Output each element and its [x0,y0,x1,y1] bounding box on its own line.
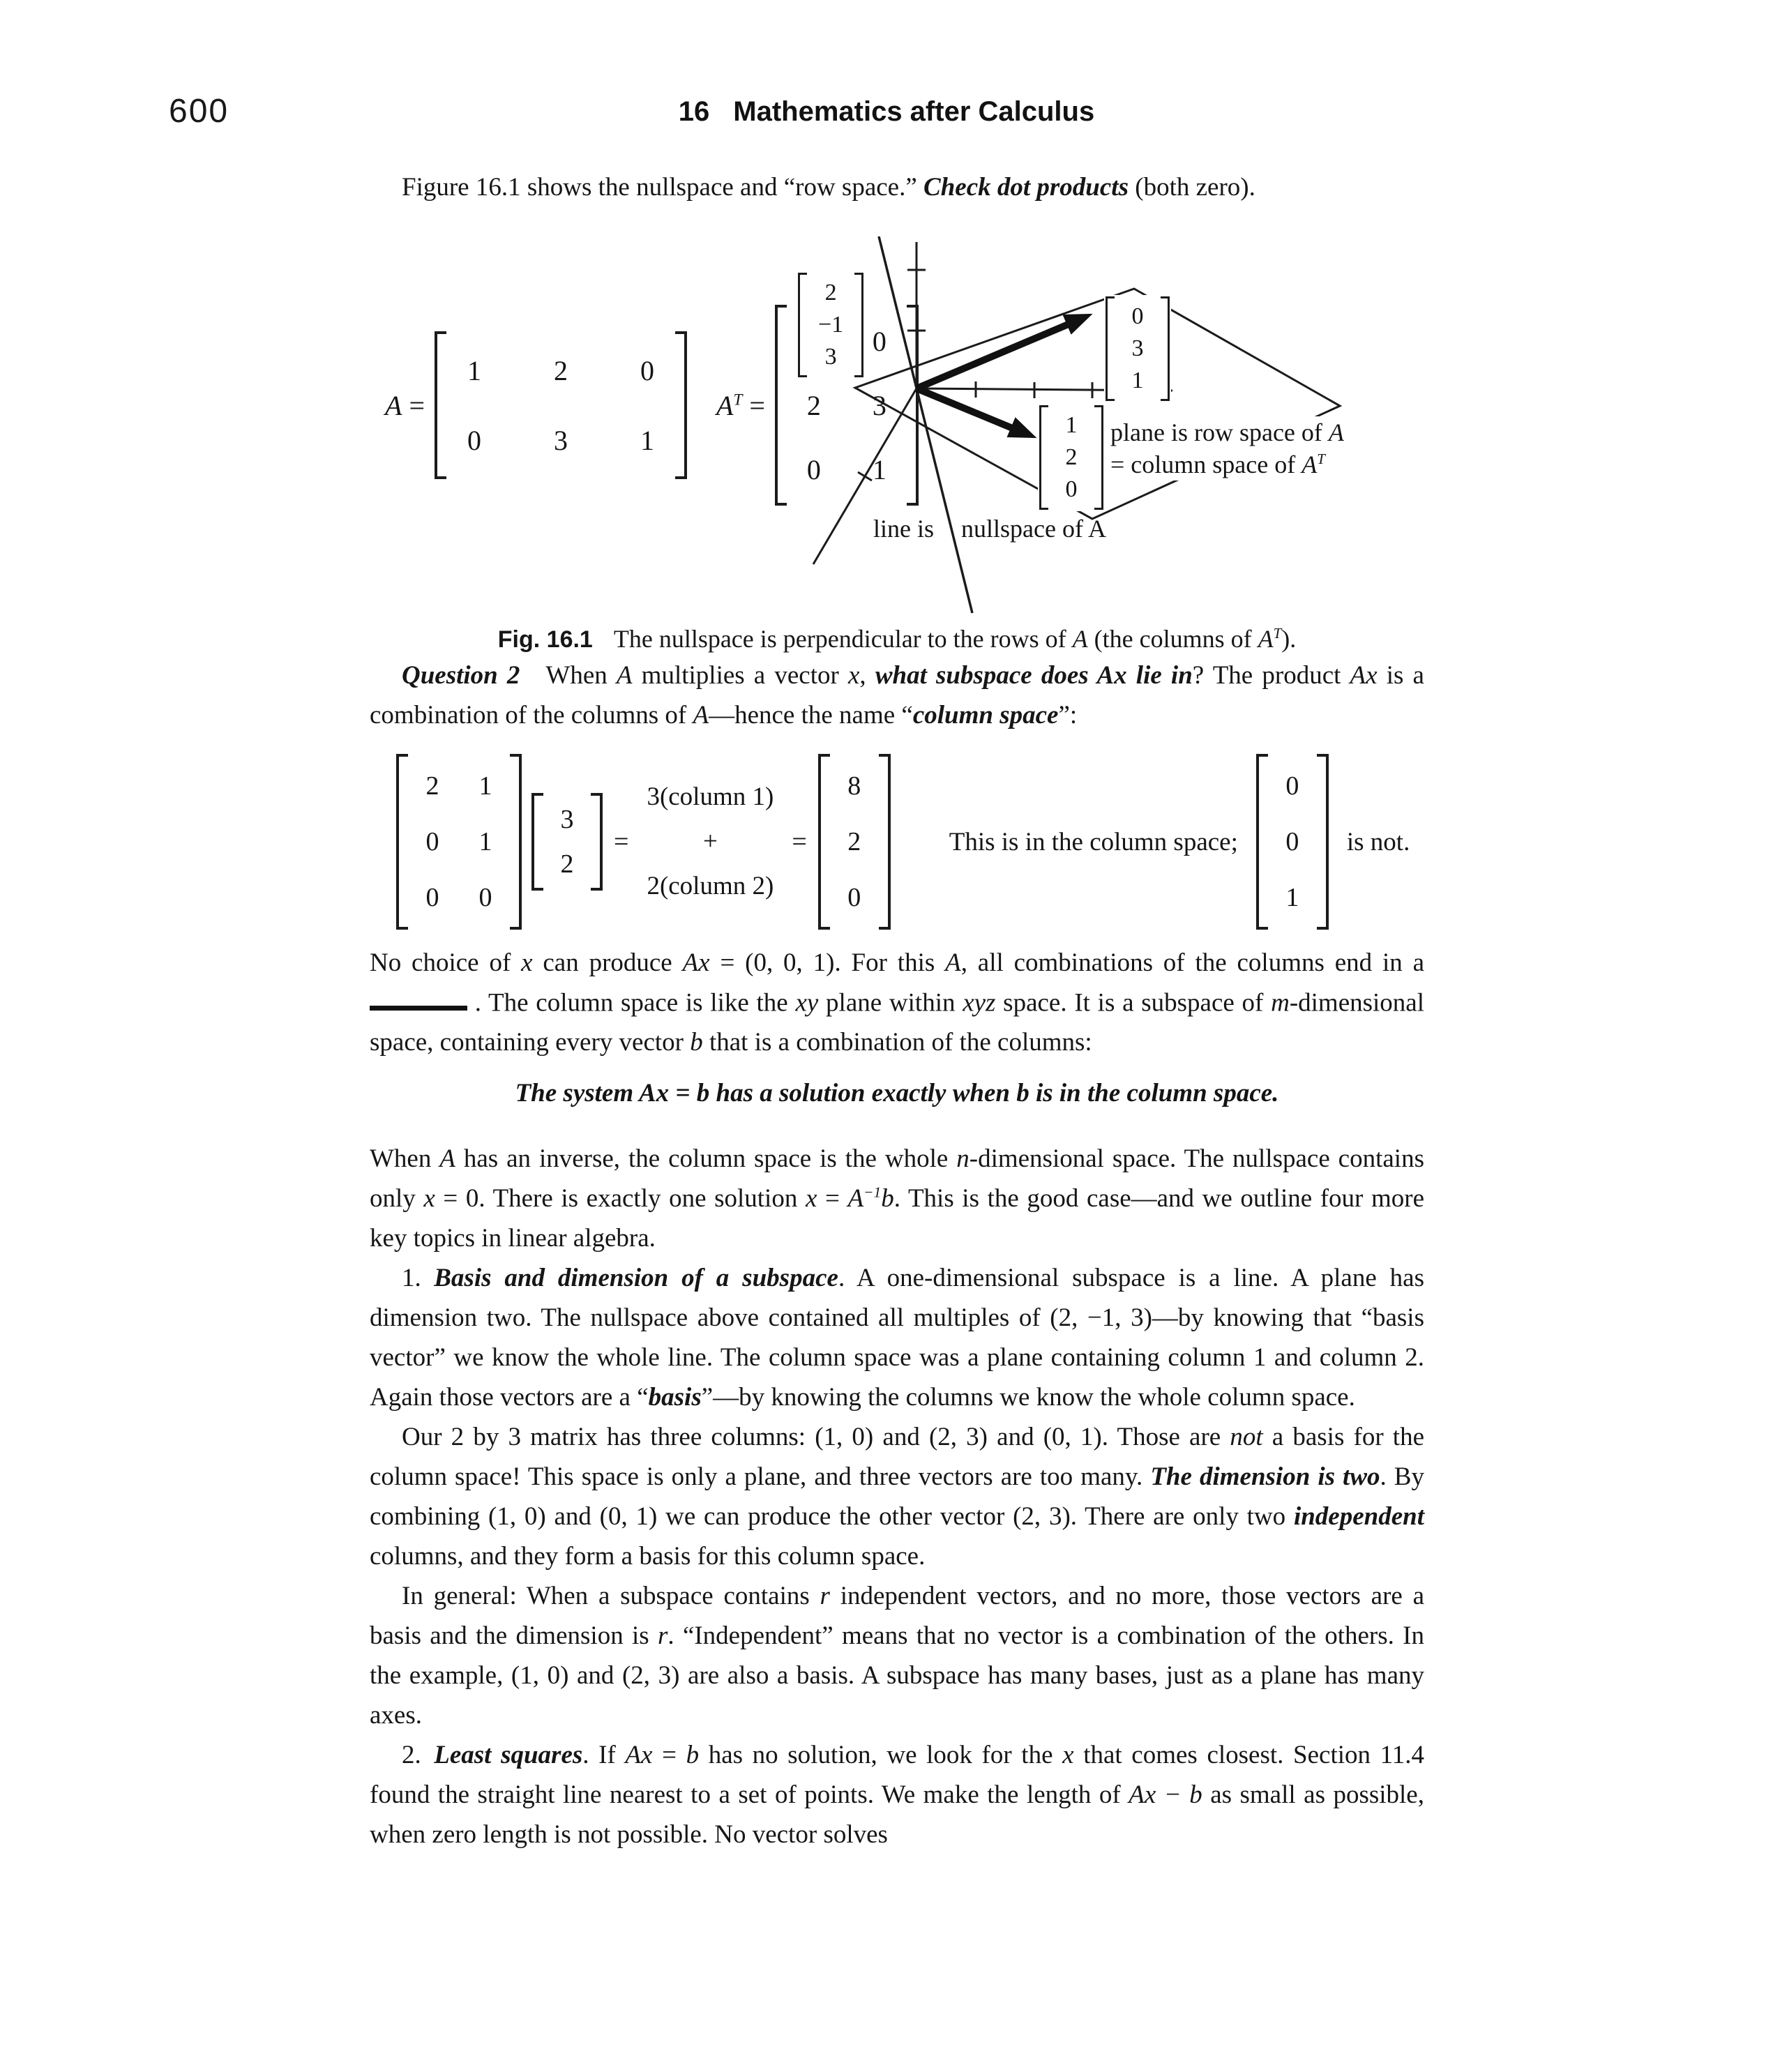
columns-paragraph: Our 2 by 3 matrix has three columns: (1, 0) and (2, 3) and (0, 1). Those are not a basis for the column space! This space is only a plane, and three vectors are too many. The dimension is two. By combining (1, 0) and (0, 1) we can produce the other vector (2, 3). There are only two independent columns, and they form a basis for this column space. [370,1423,1424,1571]
matrix-row [1126,333,1149,365]
bracket-right [675,331,687,479]
plane-label [1108,416,1347,481]
matrix-row [841,758,868,814]
column-space-rule: The system Ax = b has a solution exactly when b is in the column space. [515,1079,1279,1108]
body-column [370,0,1424,1854]
nullspace-line-label-part2: nullspace of A [961,515,1106,543]
no-choice-paragraph: No choice of x can produce Ax = (0, 0, 1). For this A, all combinations of the columns end in a . The column space is like the xy plane within xyz space. It is a subspace of m-dimensional space, containing every vector b that is a combination of the columns: [370,948,1425,1057]
equals-sign: = [614,827,629,856]
matrix-row [1279,758,1306,814]
nullspace-line-label-part1: line is [873,515,934,543]
bracket-left [1256,754,1268,930]
nullspace-line [879,236,972,613]
matrix-cell: 8 [847,771,861,801]
question2-paragraph: Question 2 When A multiplies a vector x, what subspace does Ax lie in? The product Ax is a combination of the columns of A—hence the name “column space”: [370,661,1424,729]
item1-basis-paragraph: 1. Basis and dimension of a subspace. A one-dimensional subspace is a line. A plane has dimension two. The nullspace above contained all multiples of (2, −1, 3)—by knowing that “basis vector” we know the whole line. The column space was a plane containing column 1 and column 2. Again those vectors are a “basis”—by knowing the columns we know the whole column space. [370,1264,1424,1412]
bracket-right [1317,754,1329,930]
figure-16-1 [370,236,1424,619]
item2-least-squares-paragraph: 2. Least squares. If Ax = b has no solution, we look for the x that comes closest. Section 11.4 found the straight line nearest to a set of points. We make the length of Ax − b as small as possible, when zero length is not possible. No vector solves [370,1741,1425,1850]
matrix-cell: 0 [1131,303,1144,329]
bracket-right [591,793,603,891]
bracket-right [1094,405,1103,510]
matrix-cell: 0 [872,325,886,357]
bracket-left [1039,405,1048,510]
matrix-cell: 0 [425,883,439,912]
combination-line2: 2(column 2) [647,872,774,900]
matrix-cell: 0 [425,827,439,856]
matrix-cell: 3 [872,389,886,421]
bracket-right [1161,296,1170,401]
matrix-cell: 2 [560,849,574,879]
equals-sign: = [792,827,807,856]
matrix-row [1126,301,1149,333]
plus-sign: + [702,827,718,856]
row-vector-arrow-upper [916,324,1070,388]
plane-label-line2: = column space of $A^T$ [1108,448,1347,481]
matrix-cell: 0 [640,354,654,386]
matrix-row [1279,814,1306,870]
matrix-cell: 1 [1285,883,1299,912]
matrix-cell: 2 [824,280,837,305]
matrix-cell: 3 [824,344,837,370]
row-vector-upper-label [1104,295,1171,402]
column-space-equation [396,741,1424,943]
figure-diagram [792,236,1462,619]
in-column-space-note: This is in the column space; [949,827,1238,856]
bracket-left [531,793,543,891]
matrix-cell: 2 [847,827,861,856]
inverse-paragraph: When A has an inverse, the column space is the whole n-dimensional space. The nullspace contains only x = 0. There is exactly one solution $x = A^{-1}b$. This is the good case—and we outline four more key topics in linear algebra. [370,1144,1424,1253]
matrix-cell: 1 [1065,412,1078,438]
matrix-cell: 1 [478,827,492,856]
equation-x-vector [531,793,603,891]
matrix-cell: 1 [478,771,492,801]
matrix-cell: 0 [806,453,821,485]
nullspace-vector-label [797,271,865,379]
page-number: 600 [169,93,229,130]
row-vector-arrowhead-upper [1064,315,1091,333]
matrix-row [841,870,868,925]
matrix-cell: −1 [818,312,844,338]
chapter-title: Mathematics after Calculus [733,96,1095,127]
matrix-cell: 3 [554,424,568,456]
equation-matrix [396,754,522,930]
bracket-left [798,273,807,377]
matrix-cell: 0 [478,883,492,912]
matrix-row [818,341,843,373]
matrix-cell: 3 [1131,335,1144,361]
third-axis-tick [858,472,872,481]
matrix-AT-label: $A^T$ = [716,389,765,421]
general-paragraph: In general: When a subspace contains r independent vectors, and no more, those vectors are a basis and the dimension is r. “Independent” means that no vector is a combination of the others. In the example, (1, 0) and (2, 3) are also a basis. A subspace has many bases, just as a plane has many axes. [370,1582,1425,1730]
bracket-right [879,754,891,930]
matrix-row [419,870,499,925]
bracket-left [435,331,446,479]
matrix-cell: 0 [1285,771,1299,801]
matrix-cell: 2 [425,771,439,801]
bracket-left [818,754,830,930]
row-vector-arrowhead-lower [1008,418,1035,437]
plane-label-line1: plane is row space of A [1108,416,1347,448]
matrix-cell: 1 [640,424,654,456]
matrix-A-label: A = [385,389,425,421]
figure-caption-tag: Fig. 16.1 [497,626,593,653]
matrix-row [419,814,499,870]
chapter-number: 16 [678,96,710,127]
matrix-A-group [385,331,687,479]
matrix-A [435,331,687,479]
matrix-row [818,277,843,309]
matrix-cell: 0 [847,883,861,912]
is-not-note: is not. [1346,827,1410,856]
matrix-row [1059,474,1083,506]
matrix-row [419,758,499,814]
intro-paragraph: Figure 16.1 shows the nullspace and “row space.” Check dot products (both zero). [402,173,1255,202]
combination-line1: 3(column 1) [647,782,774,811]
bracket-left [1106,296,1115,401]
matrix-row [841,814,868,870]
bracket-left [775,305,787,506]
matrix-row [554,842,580,886]
matrix-cell: 1 [467,354,481,386]
matrix-row [1059,409,1083,441]
matrix-cell: 2 [806,389,821,421]
figure-caption-text: The nullspace is perpendicular to the rows of A (the columns of $A^T$). [613,625,1297,653]
combination-stack [647,780,774,904]
matrix-cell: 1 [872,453,886,485]
matrix-row [458,335,664,405]
matrix-row [1279,870,1306,925]
matrix-row [818,309,843,341]
matrix-cell: 2 [554,354,568,386]
matrix-row [554,797,580,842]
matrix-row [458,405,664,475]
matrix-cell: 1 [1131,368,1144,393]
matrix-cell: 0 [1065,476,1078,502]
bracket-left [396,754,408,930]
matrix-row [1059,441,1083,474]
figure-caption [370,623,1424,656]
equation-b-vector [1256,754,1329,930]
row-vector-lower-label [1038,404,1105,511]
bracket-right [510,754,522,930]
matrix-cell: 3 [560,805,574,834]
matrix-cell: 0 [467,424,481,456]
equation-result-vector [818,754,891,930]
row-vector-arrow-lower [916,388,1014,429]
matrix-row [1126,365,1149,397]
matrix-cell: 0 [1285,827,1299,856]
bracket-right [854,273,863,377]
matrix-cell: 2 [1065,444,1078,470]
